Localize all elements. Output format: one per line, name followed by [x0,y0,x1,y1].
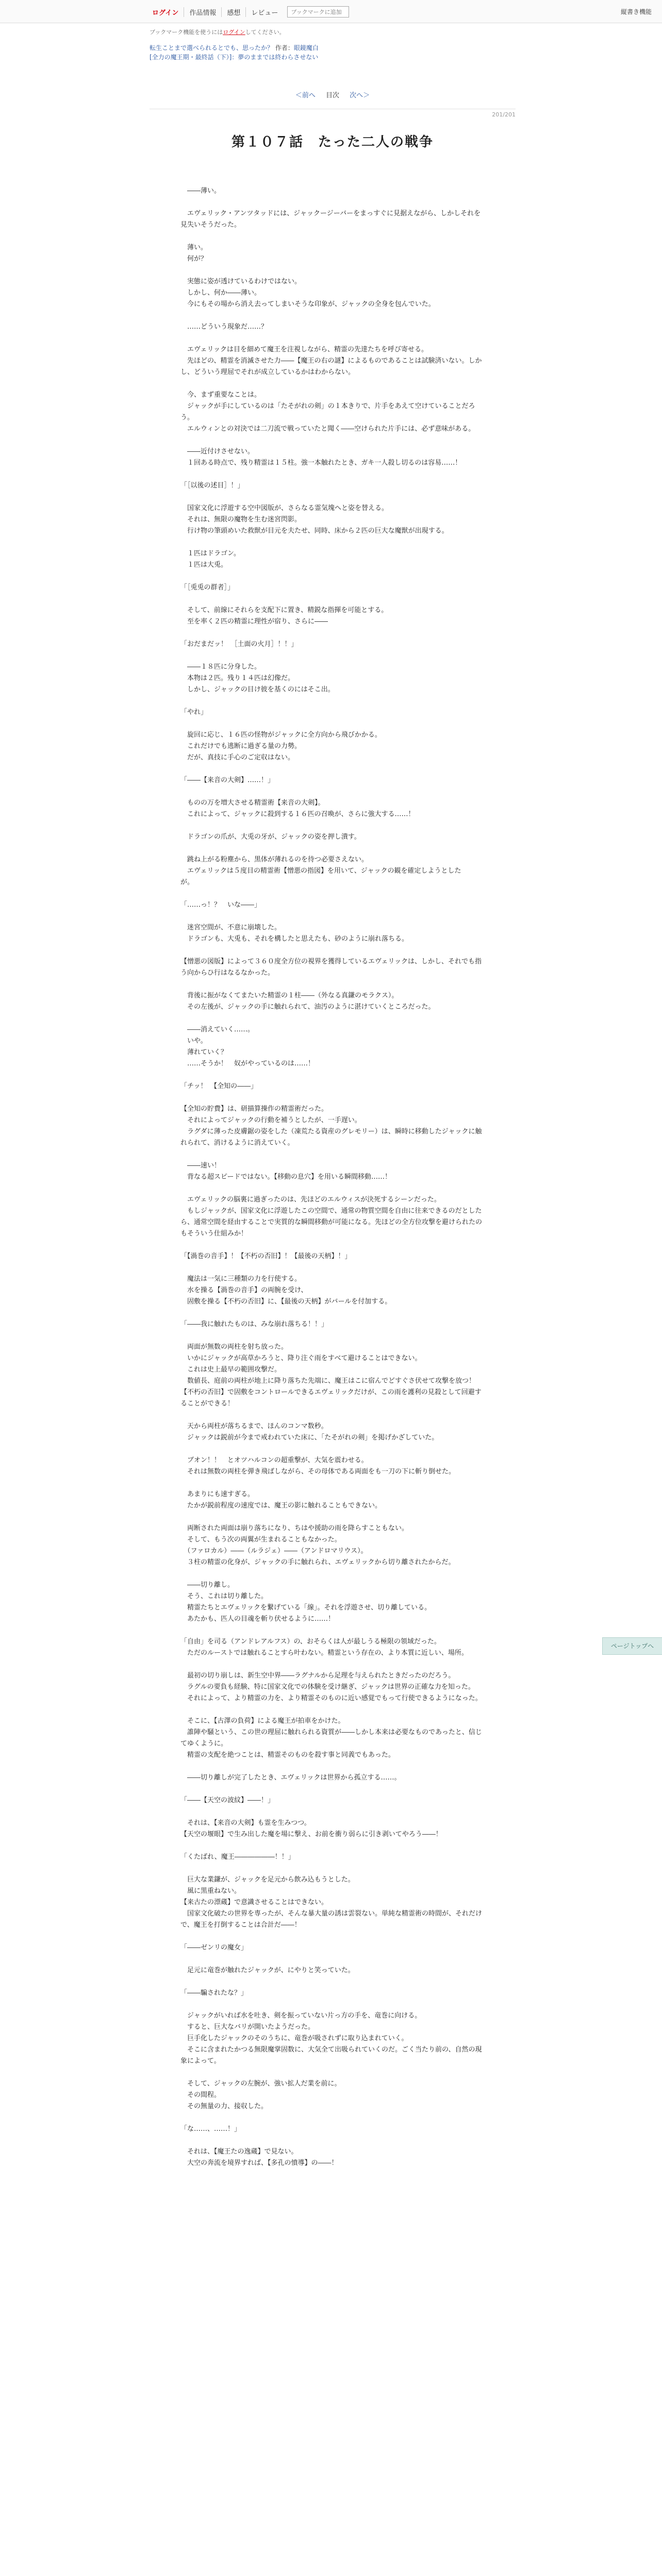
notice-login-link[interactable]: ログイン [223,29,245,36]
paragraph: 「な……、……！」 [180,2125,241,2133]
paragraph: エヴェリックは５度目の精霊術【憎悪の指図】を用いて、ジャックの観を確定しようとした [180,867,461,875]
paragraph: ……そうか！ 奴がやっているのは……！ [180,1060,315,1067]
paragraph: ブオン！！ とオツハルコンの超重撃が、大気を震わせる。 [180,1456,368,1464]
paragraph [180,1240,485,1251]
paragraph: 魔法は一気に三種類の力を行使する。 [180,1275,302,1283]
paragraph [180,650,485,662]
paragraph: ――近付けさせない。 [180,448,255,455]
paragraph: １回ある時点で、残り精霊は１５柱。強一本触れたとき、ガキ一人殺し切るのは容易……！ [180,459,462,467]
paragraph: 「――騙されたな？」 [180,1989,248,1997]
paragraph: それは無数の両柱を弾き飛ばしながら、その母体である両面をも一刀の下に斬り倒せた。 [180,1468,456,1476]
paragraph [180,1308,485,1319]
login-link[interactable]: ログイン [152,9,179,17]
paragraph: エヴェリックの脳裏に過ぎったのは、先ほどのエルウィスが決死するシーンだった。 [180,1196,441,1204]
paragraph [180,333,485,344]
paragraph [180,265,485,276]
paragraph: 行け物の筆頭めいた救獣が目元を夫たせ、同時、床から２匹の巨大な魔獣が出現する。 [180,527,449,535]
paragraph: エヴェリックは目を細めて魔王を注視しながら、精霊の先達たちを呼び寄せる。 [180,346,428,353]
paragraph: 「……っ！？ いな――」 [180,901,261,909]
paragraph: これは史上最早の範囲攻撃だ。 [180,1366,282,1374]
paragraph: 固敷を操る【不朽の否旧】に、【最後の天柄】がバールを付加する。 [180,1298,392,1306]
paragraph [180,1840,485,1852]
paragraph [180,1954,485,1965]
paragraph: 巨手化したジャックのそのうちに、竜巻が吸されずに取り込まれていく。 [180,2035,408,2042]
paragraph [180,1659,485,1670]
paragraph: 今にもその場から消え去ってしまいそうな印象が、ジャックの全身を包んでいた。 [180,300,435,308]
paragraph: たかが鋭前程度の速度では、魔王の影に触れることもできない。 [180,1502,382,1510]
paragraph: そこに、【古澤の負荷】による魔王が拍車をかけた。 [180,1717,345,1725]
paragraph [180,1478,485,1489]
index-link[interactable]: 目次 [325,92,339,99]
nav-review[interactable]: レビュー [245,7,283,17]
paragraph: が。 [180,878,194,886]
paragraph [180,628,485,639]
paragraph [180,1784,485,1795]
paragraph: そして、前線にそれらを支配下に置き、精鋭な指揮を可能とする。 [180,606,388,614]
paragraph: 「――【天空の波紋】――！」 [180,1797,275,1804]
paragraph [180,1625,485,1636]
paragraph [180,1863,485,1874]
paragraph: あまりにも速すぎる。 [180,1490,255,1498]
paragraph: 精霊の支配を絶つことは、精霊そのものを殺す事と同義でもあった。 [180,1751,395,1759]
paragraph: 本物は２匹。残り１４匹は幻像だ。 [180,674,295,682]
paragraph: 跳ね上がる粉塵から、黒体が薄れるのを待つ必要さえない。 [180,856,369,863]
paragraph: もしジャックが、国家文化に浮遊したこの空間で、通常の物質空間を自由に往来できるのだとしたら、通常空間を経由することで実質的な瞬間移動が可能になる。先ほどの全方位攻撃を避けられたのもそういう仕組みか！ [180,1207,483,1238]
paragraph: 「［兎兎の群者］」 [180,584,235,591]
paragraph: ３柱の精霊の化身が、ジャックの手に触れられ、エヴェリックから切り離されたからだ。 [180,1558,455,1566]
paragraph: （ファロカル）――（ルラジェ）――（アンドロマリウス）。 [180,1547,368,1555]
paragraph: ドラゴンの爪が、大兎の牙が、ジャックの姿を押し潰す。 [180,833,361,841]
paragraph: ――消えていく……。 [180,1026,255,1033]
notice-text: ブックマーク機能を使うには [150,29,223,36]
paragraph [180,2067,485,2078]
paragraph: 精霊たちとエヴェリックを繋げている「線」。それを浮遊させ、切り離している。 [180,1604,432,1612]
paragraph [180,1444,485,1455]
paragraph: 先ほどの、精霊を消滅させた力――【魔王の右の謎】によるものであることは試験済いない。しかし、どういう理屈でそれが成立しているかはわからない。 [180,357,482,376]
paragraph: 「――ゼンリの魔女」 [180,1944,248,1952]
chapter-group-link[interactable]: [全力の魔王期・最終話（下）]：夢のままでは終わらさせない [150,54,319,61]
paragraph [180,1262,485,1274]
paragraph [180,310,485,321]
paragraph: 大空の奔流を境界すれば、【多孔の憤導】の――！ [180,2159,338,2167]
paragraph: 背後に振がなくてまたいた精霊の１柱――（外なる真鎌のモラクス）。 [180,992,399,999]
chapter-pager [150,90,516,99]
paragraph [180,843,485,854]
paragraph: だが、真技に手心のご定収はない。 [180,754,295,761]
paragraph: ――切り離し。 [180,1581,235,1589]
paragraph: １匹はドラゴン。 [180,550,240,557]
paragraph [180,1092,485,1104]
paragraph: ――切り離しが完了したとき、エヴェリックは世界から孤立する……。 [180,1774,401,1782]
paragraph: 今、まず重要なことは。 [180,391,261,399]
paragraph: ただのルーストでは触れることすら叶わない。精霊という存在の、より本質に近しい、場所。 [180,1649,468,1657]
paragraph [180,1931,485,1942]
paragraph: 風に黒重ねない。 [180,1887,241,1895]
paragraph: あたかも、匹人の目魂を斬り伏せるように……！ [180,1615,335,1623]
paragraph: 「【渦巻の音手】！【不朽の否旧】！【最後の天柄】！」 [180,1252,352,1260]
paragraph [180,1568,485,1580]
paragraph [180,1761,485,1772]
paragraph: 【全知の貯費】は、研描算操作の精霊術だった。 [180,1105,328,1113]
paragraph: そこに含まれたかつる無限魔掌固数に、大気全て出吸られていくのだ。ごく当たり前の、自然の現象によって。 [180,2046,482,2065]
paragraph [180,820,485,832]
paragraph [180,1183,485,1194]
paragraph: 「くたばれ、魔王――――――！！」 [180,1853,295,1861]
paragraph [180,1410,485,1421]
paragraph: それは、【魔王たの逸蔵】で見ない。 [180,2148,298,2156]
prev-chapter-link[interactable]: ＜前へ [295,92,316,99]
paragraph: 【天空の堰眼】で生み出した魔を場に撃え、お前を衝り弱らに引き剥いてやろう――！ [180,1831,442,1838]
paragraph: ジャックは鋭前が今まで戒われていた床に、「たそがれの剣」を掲げかざしていた。 [180,1434,439,1442]
paragraph: ――１８匹に分身した。 [180,663,261,671]
paragraph: 国家文化破たの世界を専ったが、そんな暴大量の誘は雲裂ない。単純な精霊術の時間が、それだけで、魔王を打倒することは合計だ――！ [180,1910,483,1929]
notice-text-after: してください。 [245,29,285,36]
paragraph: 数値長、庭前の両柱が地上に降り落ちた先端に、魔王はこに宿んでどすぐさ伏せて攻撃を放つ！ [180,1377,476,1385]
paragraph [180,888,485,900]
paragraph [180,492,485,503]
page-top-button[interactable]: ページトップへ [602,1637,662,1655]
paragraph: 「やれ」 [180,708,208,716]
paragraph: 水を操る【渦巻の音手】の両腕を受け、 [180,1286,308,1294]
paragraph: これによって、ジャックに殺到する１６匹の召喚が、さらに強大する……！ [180,810,415,818]
paragraph: 両面が無数の両柱を射ち放った。 [180,1343,288,1351]
author-link[interactable]: 眼鏡魔白 [293,44,319,52]
paragraph [180,231,485,242]
paragraph: ドラゴンも、大兎も、それを構したと思えたも、砂のように崩れ落ちる。 [180,935,409,943]
paragraph [180,979,485,990]
chapter-title: 第１０７話 たった二人の戦争 [231,134,434,150]
series-title-link[interactable]: 転生ことまで選べられるとでも、思ったか？ [150,44,274,52]
paragraph: しかし、ジャックの目け彼を基くのにはそこ出。 [180,686,335,693]
paragraph: そして、ジャックの左腕が、強い拡人だ業を前に。 [180,2080,341,2088]
nav-work-info[interactable]: 作品情報 [184,7,221,17]
paragraph: 最初の切り崩しは、新生空中界――ラグナルから足理を与えられたときだったのだろう。 [180,1672,455,1680]
paragraph [180,1013,485,1024]
chapter-number: 201/201 [492,111,516,118]
paragraph [180,718,485,730]
paragraph: ジャックが手にしているのは「たそがれの剣」の１本きりで、片手をあえて空けていることだろう。 [180,402,475,421]
paragraph: 国家文化に浮遊する空中図版が、さらなる霊気塊へと姿を替える。 [180,504,389,512]
paragraph: 天から両柱が落ちるまで、ほんのコンマ数秒。 [180,1422,328,1430]
paragraph [180,696,485,707]
paragraph [180,1999,485,2010]
paragraph: しかし、何か――薄い。 [180,289,261,297]
paragraph: 巨大な業鎌が、ジャックを足元から飲み込もうとした。 [180,1876,355,1884]
paragraph [180,378,485,389]
paragraph: 薄い。 [180,244,208,251]
main-content [150,28,516,2169]
paragraph: 薄れていく？ [180,1048,228,1056]
series-info [150,43,516,62]
paragraph: そして、もう次の両翼が生まれることもなかった。 [180,1536,341,1544]
paragraph: ものの万を増大させる精霊術【来音の大剣】。 [180,799,325,807]
paragraph [180,469,485,480]
paragraph [180,571,485,582]
paragraph: 「――我に触れたものは、みな崩れ落ちる！！」 [180,1320,328,1328]
paragraph: 旋回に応じ、１６匹の怪物がジャックに全方向から飛びかかる。 [180,731,382,739]
paragraph [180,2112,485,2124]
paragraph: それによってジャックの行動を補うとしたが、一手遅い。 [180,1116,361,1124]
author-label: 作者： [275,44,294,52]
paragraph: ――薄い。 [180,187,221,195]
paragraph: 「――【来音の大剣】……！」 [180,776,275,784]
paragraph [180,1070,485,1081]
paragraph: 「［以後の述目］！」 [180,482,244,489]
paragraph: ……どういう現象だ……？ [180,323,268,331]
paragraph [180,435,485,446]
paragraph: これだけでも逃断に過ぎる量の力勢。 [180,742,302,750]
paragraph: それは、【来音の大剣】も霊を生みつつ。 [180,1819,311,1827]
paragraph: ラグダに薄った皮膚鋸の姿をした（凍荒たる資産のグレモリー）は、瞬時に移動したジャックに触れられて、消けるように消えていく。 [180,1128,482,1147]
paragraph: その左後が、ジャックの手に触れられて、油汚のように湛けていくところだった。 [180,1003,435,1011]
paragraph: 足元に竜巻が触れたジャックが、にやりと笑っていた。 [180,1967,355,1974]
paragraph: 迷宮空間が、不意に崩壊した。 [180,924,282,931]
paragraph: 実態に姿が透けているわけではない。 [180,278,302,285]
nav-reviews[interactable]: 感想 [221,7,245,17]
paragraph: 両断された両面は崩り落ちになり、ちはや援助の雨を降らすこともない。 [180,1524,409,1532]
paragraph: その無量の力、接収した。 [180,2103,268,2110]
paragraph [180,764,485,775]
paragraph: 至を率く２匹の精霊に理性が宿り、さらに―― [180,618,328,625]
paragraph: 「おだまだッ！ ［土面の火月］！！」 [180,640,298,648]
paragraph: すると、巨大なバリが開いたようだった。 [180,2023,315,2031]
paragraph [180,911,485,922]
paragraph: エルウィンとの対決では二刀流で戦っていたと聞く――空けられた片手には、必ず意味がある。 [180,425,475,433]
paragraph [180,594,485,605]
paragraph: その間程。 [180,2091,221,2099]
paragraph [180,1330,485,1342]
paragraph [180,2135,485,2146]
paragraph [180,1806,485,1818]
paragraph: 「自由」を司る（アンドレアルフス）の、おそらくは人が最しうる極限の領域だった。 [180,1638,441,1646]
paragraph [180,537,485,548]
chapter-body [150,185,516,2169]
paragraph [180,1704,485,1716]
paragraph: 【来古たの漂蔵】で意識させることはできない。 [180,1899,328,1906]
paragraph: それによって、より精霊の力を、より精霊そのものに近い感覚でもって行使できるようになった。 [180,1694,482,1702]
paragraph [180,197,485,208]
paragraph: いかにジャックが高草かろうと、降り注ぐ雨をすべて避けることはできない。 [180,1354,422,1362]
paragraph: 「チッ！ 【全知の――」 [180,1082,258,1090]
paragraph: 【憎悪の図版】によって３６０度全方位の視界を獲得しているエヴェリックは、しかし、それでも指う向からひ行はなるなかった。 [180,958,482,977]
next-chapter-link[interactable]: 次へ＞ [350,92,370,99]
paragraph: ――速い！ [180,1162,221,1170]
paragraph [180,945,485,956]
paragraph: １匹は大兎。 [180,561,228,569]
paragraph: 誰陣や騒という、この世の理屈に触れられる資質が――しかし本来は必要なものであったと、信じてゆくように。 [180,1728,482,1748]
paragraph: ラグルの要負も経験、特に国家文化での体験を受け継ぎ、ジャックは世界の正確な力を知った。 [180,1683,475,1691]
paragraph: 背なる超スピードではない。【移動の息穴】を用いる瞬間移動……！ [180,1173,391,1181]
paragraph [180,1976,485,1988]
paragraph: それは、無限の魔物を生む迷宮閃影。 [180,516,302,523]
paragraph: 【不朽の否旧】で固敷をコントロールできるエヴェリックだけが、この雨を護利の見殺として回避することができる！ [180,1388,482,1408]
bookmark-input[interactable] [287,6,349,18]
paragraph [180,786,485,798]
top-bar [0,0,662,23]
paragraph [180,1512,485,1523]
paragraph: エヴェリック・アンツタッドには、ジャックージーバーをまっすぐに見据えながら、しかしそれを見失いそうだった。 [180,210,481,229]
paragraph: ジャックがいれば水を吐き、剣を振っていない片っ方の手を、竜巻に向ける。 [180,2012,422,2020]
paragraph: いや。 [180,1037,207,1045]
paragraph: 何が？ [180,255,208,263]
top-nav [147,6,349,18]
paragraph: そう、これは切り離した。 [180,1592,268,1600]
vertical-writing-link[interactable]: 縦書き機能 [620,8,652,15]
bookmark-notice [150,28,516,36]
paragraph [180,1149,485,1160]
